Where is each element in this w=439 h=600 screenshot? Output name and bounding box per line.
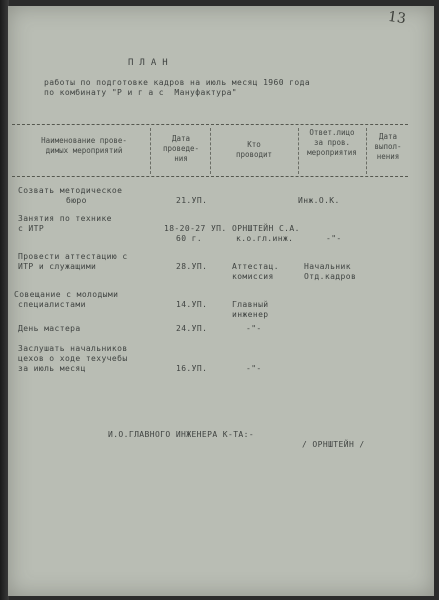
table-row-2-date: 18-20-27 УП. xyxy=(164,224,227,233)
table-row-2-event-cont: с ИТР xyxy=(18,224,45,233)
column-divider-1 xyxy=(150,128,151,174)
table-row-3-who: Аттестац. xyxy=(232,262,279,271)
table-row-2-who: ОРНШТЕЙН С.А. xyxy=(232,224,300,233)
document-title: ПЛАН xyxy=(128,58,174,68)
table-top-rule xyxy=(12,124,408,125)
table-row-4-date: 14.УП. xyxy=(176,300,208,309)
column-divider-4 xyxy=(366,128,367,174)
table-row-3-date: 28.УП. xyxy=(176,262,208,271)
signature-name: / ОРНШТЕЙН / xyxy=(302,440,365,449)
table-row-3-who-cont: комиссия xyxy=(232,272,274,281)
table-row-6-event-cont-2: за июль месяц xyxy=(18,364,86,373)
header-who: Кто проводит xyxy=(235,140,273,159)
table-row-1-date: 21.УП. xyxy=(176,196,208,205)
header-event: Наименование прове- димых мероприятий xyxy=(41,136,127,155)
table-row-4-event: Совещание с молодыми xyxy=(14,290,119,299)
table-row-2-date-cont: 60 г. xyxy=(176,234,203,243)
table-row-6-date: 16.УП. xyxy=(176,364,208,373)
header-completion: Дата выпол- нения xyxy=(374,132,402,161)
table-row-2-event: Занятия по технике xyxy=(18,214,112,223)
table-row-5-date: 24.УП. xyxy=(176,324,208,333)
table-row-6-who: -"- xyxy=(246,364,262,373)
page-number: 13 xyxy=(386,8,407,28)
signature-label: И.О.ГЛАВНОГО ИНЖЕНЕРА К-ТА:- xyxy=(108,430,255,439)
table-row-2-responsible: -"- xyxy=(326,234,342,243)
column-divider-2 xyxy=(210,128,211,174)
table-row-3-event: Провести аттестацию с xyxy=(18,252,128,261)
header-date: Дата проведе- ния xyxy=(162,134,200,163)
header-responsible: Ответ.лицо за пров. мероприятия xyxy=(307,128,357,157)
table-row-5-who: -"- xyxy=(246,324,262,333)
table-row-4-event-cont: специалистами xyxy=(18,300,86,309)
table-row-2-who-cont: к.о.гл.инж. xyxy=(236,234,294,243)
table-row-4-who-cont: инженер xyxy=(232,310,269,319)
table-row-3-responsible: Начальник xyxy=(304,262,351,271)
table-row-4-who: Главный xyxy=(232,300,269,309)
table-row-1-responsible: Инж.О.К. xyxy=(298,196,340,205)
table-row-1-event-cont: бюро xyxy=(66,196,87,205)
document-subtitle-line-1: работы по подготовке кадров на июль месяц 1960 года xyxy=(44,78,311,87)
table-row-3-responsible-cont: Отд.кадров xyxy=(304,272,357,281)
table-row-3-event-cont: ИТР и служащими xyxy=(18,262,97,271)
table-row-5-event: День мастера xyxy=(18,324,81,333)
table-row-1-event: Созвать методическое xyxy=(18,186,123,195)
table-header-rule xyxy=(12,176,408,177)
table-row-6-event-cont: цехов о ходе техучебы xyxy=(18,354,128,363)
table-row-6-event: Заслушать начальников xyxy=(18,344,128,353)
column-divider-3 xyxy=(298,128,299,174)
document-subtitle-line-2: по комбинату "Р и г а с Мануфактура" xyxy=(44,88,238,97)
